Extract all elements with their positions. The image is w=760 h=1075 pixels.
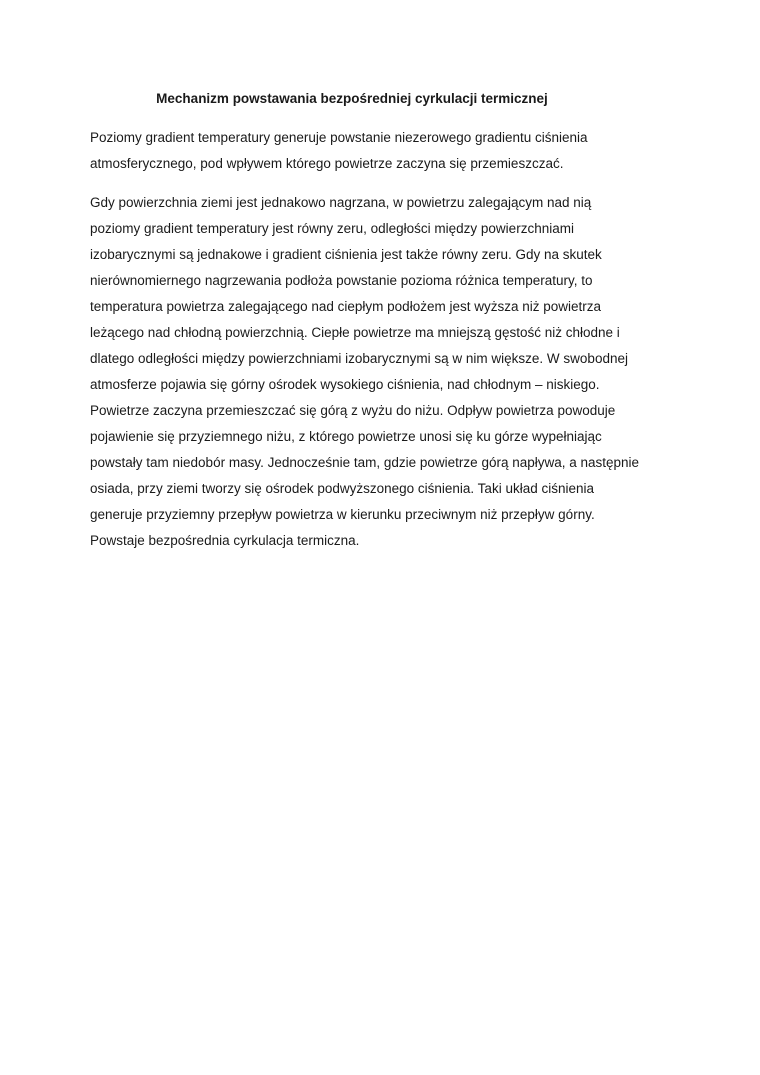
text-line: leżącego nad chłodną powierzchnią. Ciepłe powietrze ma mniejszą gęstość niż chłodne i bbox=[90, 325, 620, 340]
paragraph-1 bbox=[90, 125, 630, 177]
paragraph-2 bbox=[90, 190, 640, 554]
text-line: atmosferze pojawia się górny ośrodek wysokiego ciśnienia, nad chłodnym – niskiego. bbox=[90, 377, 600, 392]
text-line: powstały tam niedobór masy. Jednocześnie tam, gdzie powietrze górą napływa, a następnie bbox=[90, 455, 640, 470]
text-line: izobarycznymi są jednakowe i gradient ciśnienia jest także równy zeru. Gdy na skutek bbox=[90, 247, 602, 262]
text-line: nierównomiernego nagrzewania podłoża powstanie pozioma różnica temperatury, to bbox=[90, 273, 593, 288]
text-line: Powietrze zaczyna przemieszczać się górą z wyżu do niżu. Odpływ powietrza powoduje bbox=[90, 403, 616, 418]
text-line: Powstaje bezpośrednia cyrkulacja termiczna. bbox=[90, 533, 360, 548]
text-line: osiada, przy ziemi tworzy się ośrodek podwyższonego ciśnienia. Taki układ ciśnienia bbox=[90, 481, 594, 496]
text-line: pojawienie się przyziemnego niżu, z którego powietrze unosi się ku górze wypełniając bbox=[90, 429, 602, 444]
text-line: generuje przyziemny przepływ powietrza w kierunku przeciwnym niż przepływ górny. bbox=[90, 507, 595, 522]
text-line: dlatego odległości między powierzchniami izobarycznymi są w nim większe. W swobodnej bbox=[90, 351, 628, 366]
text-line: temperatura powietrza zalegającego nad ciepłym podłożem jest wyższa niż powietrza bbox=[90, 299, 602, 314]
document-title: Mechanizm powstawania bezpośredniej cyrkulacji termicznej bbox=[156, 91, 548, 106]
text-line: atmosferycznego, pod wpływem którego powietrze zaczyna się przemieszczać. bbox=[90, 156, 564, 171]
text-line: Poziomy gradient temperatury generuje powstanie niezerowego gradientu ciśnienia bbox=[90, 130, 588, 145]
text-line: poziomy gradient temperatury jest równy zeru, odległości między powierzchniami bbox=[90, 221, 574, 236]
text-line: Gdy powierzchnia ziemi jest jednakowo nagrzana, w powietrzu zalegającym nad nią bbox=[90, 195, 592, 210]
